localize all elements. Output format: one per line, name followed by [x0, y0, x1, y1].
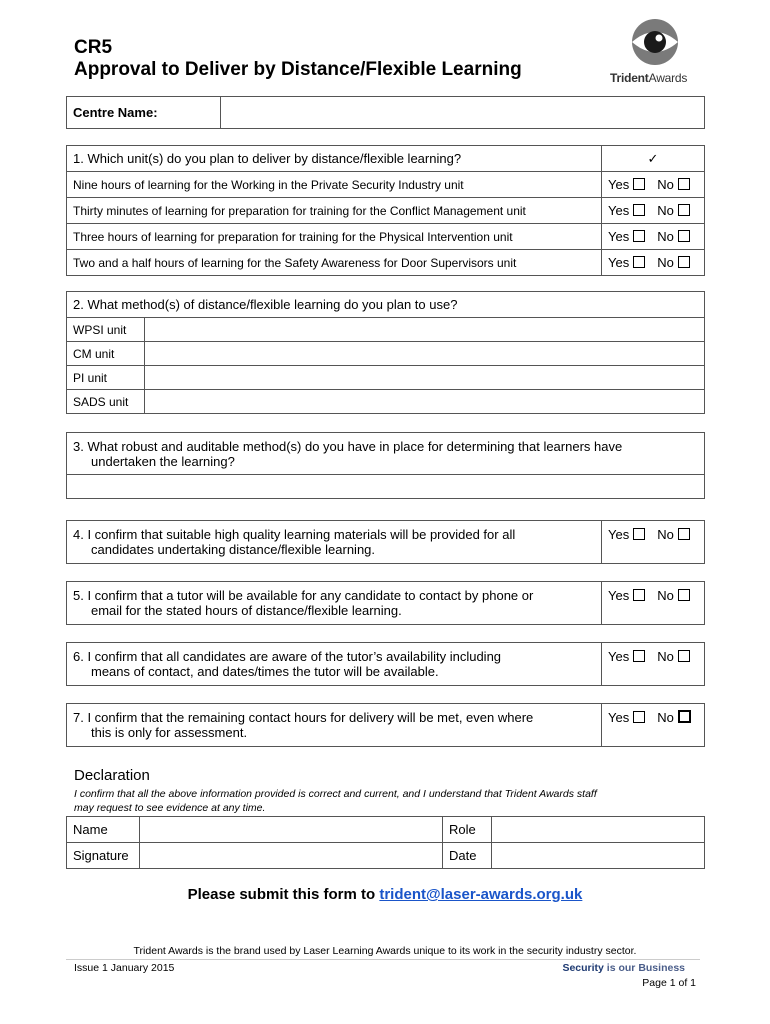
q7-line-2: this is only for assessment. — [91, 725, 248, 740]
role-field[interactable] — [492, 817, 705, 843]
q1-row-1: Nine hours of learning for the Working in the Private Security Industry unit — [67, 172, 602, 198]
yes-checkbox[interactable] — [633, 711, 645, 723]
q7-line-1: 7. I confirm that the remaining contact hours for delivery will be met, even where — [73, 710, 534, 725]
q2-answer-wpsi[interactable] — [145, 318, 705, 342]
footer-brand-line: Trident Awards is the brand used by Laser Learning Awards unique to its work in the security industry sector. — [133, 945, 637, 957]
yes-label: Yes — [608, 710, 630, 725]
no-checkbox[interactable] — [678, 650, 690, 662]
yes-checkbox[interactable] — [633, 204, 645, 216]
signature-field[interactable] — [140, 843, 443, 869]
q4-table — [66, 520, 705, 564]
q7-statement — [67, 704, 602, 747]
q3-answer[interactable] — [67, 475, 705, 499]
yes-label: Yes — [608, 177, 630, 192]
q5-line-1: 5. I confirm that a tutor will be available for any candidate to contact by phone or — [73, 588, 534, 603]
signature-label: Signature — [67, 843, 140, 869]
q1-question: 1. Which unit(s) do you plan to deliver by distance/flexible learning? — [67, 146, 602, 172]
no-checkbox[interactable] — [678, 256, 690, 268]
no-label: No — [657, 255, 674, 270]
q1-table — [66, 145, 705, 276]
centre-name-label: Centre Name: — [67, 97, 221, 129]
no-checkbox[interactable] — [678, 589, 690, 601]
date-field[interactable] — [492, 843, 705, 869]
q2-question: 2. What method(s) of distance/flexible learning do you plan to use? — [67, 292, 705, 318]
no-label: No — [657, 649, 674, 664]
centre-name-field[interactable] — [221, 97, 705, 129]
name-label: Name — [67, 817, 140, 843]
yes-checkbox[interactable] — [633, 256, 645, 268]
q2-row-cm: CM unit — [67, 342, 145, 366]
q1-row-2: Thirty minutes of learning for preparation for training for the Conflict Management unit — [67, 198, 602, 224]
page-title: Approval to Deliver by Distance/Flexible Learning — [74, 59, 522, 80]
submit-text: Please submit this form to — [187, 886, 380, 903]
q2-answer-sads[interactable] — [145, 390, 705, 414]
q1-row-2-choice — [602, 198, 705, 224]
name-field[interactable] — [140, 817, 443, 843]
slogan-rest: is our Business — [603, 962, 685, 974]
q7-table — [66, 703, 705, 747]
q5-statement — [67, 582, 602, 625]
trident-awards-logo — [610, 18, 700, 85]
declaration-text — [74, 787, 714, 815]
q4-choice — [602, 521, 705, 564]
logo-text-bold: Trident — [610, 71, 649, 85]
q3-line-2: undertaken the learning? — [91, 453, 235, 469]
q3-line-1: 3. What robust and auditable method(s) do you have in place for determining that learners have — [73, 438, 623, 454]
q2-row-sads: SADS unit — [67, 390, 145, 414]
no-label: No — [657, 203, 674, 218]
footer-divider — [66, 959, 700, 960]
q6-statement — [67, 643, 602, 686]
q3-question — [67, 433, 705, 475]
footer-slogan — [480, 962, 685, 974]
q3-table — [66, 432, 705, 499]
q5-line-2: email for the stated hours of distance/flexible learning. — [91, 603, 402, 618]
q6-line-2: means of contact, and dates/times the tutor will be available. — [91, 664, 439, 679]
yes-label: Yes — [608, 255, 630, 270]
q1-row-4: Two and a half hours of learning for the Safety Awareness for Door Supervisors unit — [67, 250, 602, 276]
form-code: CR5 — [74, 37, 113, 58]
declaration-table — [66, 816, 705, 869]
declaration-text-line-1: I confirm that all the above information provided is correct and current, and I understand that Trident Awards staff — [74, 788, 597, 800]
role-label: Role — [443, 817, 492, 843]
q1-row-3: Three hours of learning for preparation for training for the Physical Intervention unit — [67, 224, 602, 250]
slogan-bold: Security — [562, 962, 604, 974]
q4-line-1: 4. I confirm that suitable high quality learning materials will be provided for all — [73, 527, 516, 542]
declaration-heading: Declaration — [74, 767, 150, 784]
no-checkbox[interactable] — [678, 178, 690, 190]
yes-label: Yes — [608, 649, 630, 664]
q2-row-wpsi: WPSI unit — [67, 318, 145, 342]
yes-checkbox[interactable] — [633, 589, 645, 601]
yes-label: Yes — [608, 588, 630, 603]
declaration-text-line-2: may request to see evidence at any time. — [74, 802, 266, 814]
q1-row-3-choice — [602, 224, 705, 250]
centre-name-table — [66, 96, 705, 129]
yes-label: Yes — [608, 229, 630, 244]
q2-answer-pi[interactable] — [145, 366, 705, 390]
no-label: No — [657, 177, 674, 192]
q1-row-1-choice — [602, 172, 705, 198]
yes-label: Yes — [608, 203, 630, 218]
no-label: No — [657, 710, 674, 725]
yes-label: Yes — [608, 527, 630, 542]
q6-choice — [602, 643, 705, 686]
q5-choice — [602, 582, 705, 625]
yes-checkbox[interactable] — [633, 528, 645, 540]
submit-instruction — [0, 886, 770, 903]
q6-line-1: 6. I confirm that all candidates are aware of the tutor’s availability including — [73, 649, 502, 664]
no-label: No — [657, 527, 674, 542]
q1-row-4-choice — [602, 250, 705, 276]
yes-checkbox[interactable] — [633, 650, 645, 662]
q5-table — [66, 581, 705, 625]
submit-email-link[interactable]: trident@laser-awards.org.uk — [379, 886, 583, 903]
q4-line-2: candidates undertaking distance/flexible learning. — [91, 542, 376, 557]
eye-logo-icon — [610, 18, 700, 66]
q2-row-pi: PI unit — [67, 366, 145, 390]
q7-choice — [602, 704, 705, 747]
footer-issue: Issue 1 January 2015 — [74, 962, 175, 974]
q4-statement — [67, 521, 602, 564]
q2-answer-cm[interactable] — [145, 342, 705, 366]
check-header: ✓ — [602, 146, 705, 172]
no-checkbox[interactable] — [678, 710, 691, 723]
no-checkbox[interactable] — [678, 528, 690, 540]
yes-checkbox[interactable] — [633, 178, 645, 190]
no-checkbox[interactable] — [678, 204, 690, 216]
yes-checkbox[interactable] — [633, 230, 645, 242]
logo-text-rest: Awards — [648, 71, 688, 85]
q6-table — [66, 642, 705, 686]
no-label: No — [657, 588, 674, 603]
no-label: No — [657, 229, 674, 244]
footer-page-number: Page 1 of 1 — [642, 977, 696, 989]
q2-table — [66, 291, 705, 414]
no-checkbox[interactable] — [678, 230, 690, 242]
date-label: Date — [443, 843, 492, 869]
